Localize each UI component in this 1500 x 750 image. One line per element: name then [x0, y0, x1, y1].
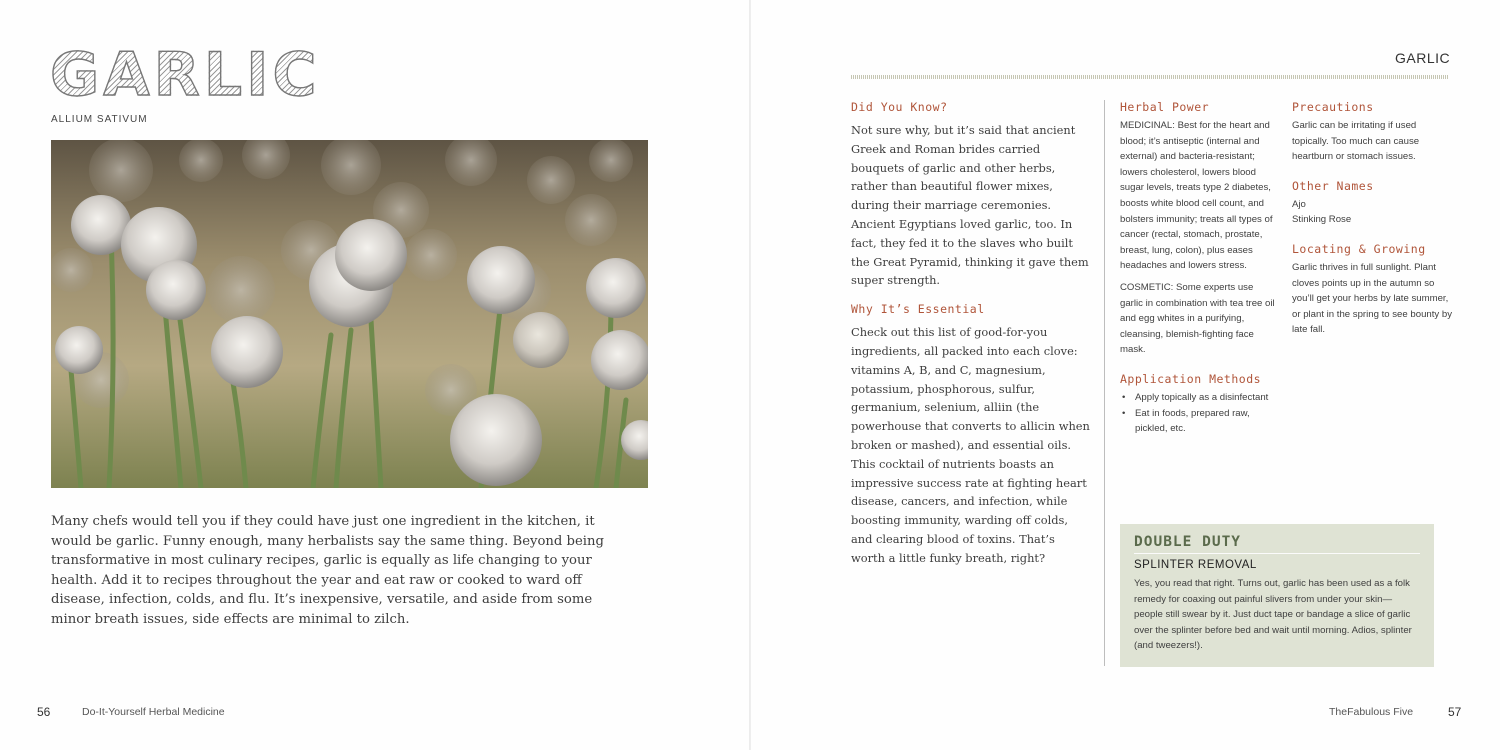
- why-essential-text: Check out this list of good-for-you ingredients, all packed into each clove: vitamins A, B, and C, magnesium, potassium, phosphorous, sulfur, germanium, selenium, alliin (the powerhouse that converts to allicin when broken or mashed), and essential oils. This cocktail of nutrients boasts an impressive success rate at fighting heart disease, cancers, and infection, while boosting immunity, warding off colds, and clearing blood of toxins. That’s worth a little funky breath, right?: [851, 325, 1090, 565]
- application-heading: Application Methods: [1120, 371, 1262, 386]
- medicinal-label: MEDICINAL:: [1120, 120, 1175, 131]
- medicinal-text: Best for the heart and blood; it’s antiseptic (internal and external) and bacteria-resistant; lowers cholesterol, lowers blood sugar levels, treats type 2 diabetes, boosts white blood cell count, and bolsters immunity; treats all types of cancer (rectal, stomach, prostate, breast, lung, colon), plus eases headaches and lowers stress.: [1120, 120, 1273, 272]
- double-duty-subtitle: SPLINTER REMOVAL: [1134, 559, 1257, 571]
- other-name-item: Ajo: [1292, 198, 1306, 210]
- page-number-right: 57: [1448, 705, 1462, 719]
- page-gutter: [749, 0, 751, 750]
- did-you-know-text: Not sure why, but it’s said that ancient Greek and Roman brides carried bouquets of garlic and other herbs, rather than beautiful flower mixes, during their marriage ceremonies. Ancient Egyptians loved garlic, too. In fact, they fed it to the slaves who built the Great Pyramid, thinking it gave them super strength.: [851, 123, 1089, 288]
- page-number-left: 56: [37, 705, 51, 719]
- application-item: • Apply topically as a disinfectant: [1120, 390, 1278, 406]
- double-duty-text: Yes, you read that right. Turns out, garlic has been used as a folk remedy for coaxing out painful slivers from under your skin—people still swear by it. Just duct tape or bandage a slice of garlic over the splinter before bed and wait until morning. Adios, splinter (and tweezers!).: [1134, 578, 1412, 652]
- other-name-item: Stinking Rose: [1292, 214, 1352, 226]
- herbal-power-heading: Herbal Power: [1120, 100, 1210, 114]
- why-essential-heading: Why It’s Essential: [851, 302, 985, 317]
- running-footer-right: TheFabulous Five: [1329, 706, 1414, 718]
- cosmetic-paragraph: [1120, 280, 1278, 358]
- page-title: GARLIC: [50, 40, 321, 110]
- medicinal-paragraph: [1120, 118, 1278, 274]
- running-head: GARLIC: [1395, 50, 1451, 66]
- other-names-heading: Other Names: [1292, 178, 1374, 193]
- sidebar-column-2: [1292, 100, 1452, 348]
- application-item: • Eat in foods, prepared raw, pickled, etc.: [1120, 406, 1278, 437]
- application-list: [1120, 390, 1278, 437]
- locating-heading: Locating & Growing: [1292, 241, 1426, 256]
- main-column: [851, 100, 1091, 580]
- running-footer-left: Do-It-Yourself Herbal Medicine: [82, 706, 225, 718]
- did-you-know-heading: Did You Know?: [851, 100, 948, 114]
- intro-paragraph: Many chefs would tell you if they could have just one ingredient in the kitchen, it would be garlic. Funny enough, many herbalists say the same thing. Beyond being transformative in most culinary recipes, garlic is equally as life changing to your health. Add it to recipes throughout the year and eat raw or cooked to ward off disease, infection, colds, and flu. It’s inexpensive, versatile, and aside from some minor breath issues, side effects are minimal to zilch.: [51, 514, 604, 627]
- garlic-flowers-photo: [51, 140, 648, 488]
- precautions-text: Garlic can be irritating if used topically. Too much can cause heartburn or stomach issues.: [1292, 120, 1420, 163]
- double-duty-title: DOUBLE DUTY: [1134, 534, 1420, 554]
- precautions-heading: Precautions: [1292, 100, 1374, 114]
- column-divider: [1104, 100, 1105, 666]
- scientific-name: ALLIUM SATIVUM: [51, 114, 148, 125]
- cosmetic-label: COSMETIC:: [1120, 281, 1174, 293]
- double-duty-box: [1120, 524, 1434, 667]
- locating-text: Garlic thrives in full sunlight. Plant cloves points up in the autumn so you’ll get your herbs by late summer, or plant in the spring to see bounty by late fall.: [1292, 261, 1452, 336]
- sidebar-column-1: [1120, 100, 1278, 447]
- garlic-flowers-illustration: [51, 140, 648, 488]
- header-rule: [851, 75, 1449, 79]
- cosmetic-text: Some experts use garlic in combination with tea tree oil and egg whites in a purifying, cleansing, blemish-fighting face mask.: [1120, 281, 1275, 356]
